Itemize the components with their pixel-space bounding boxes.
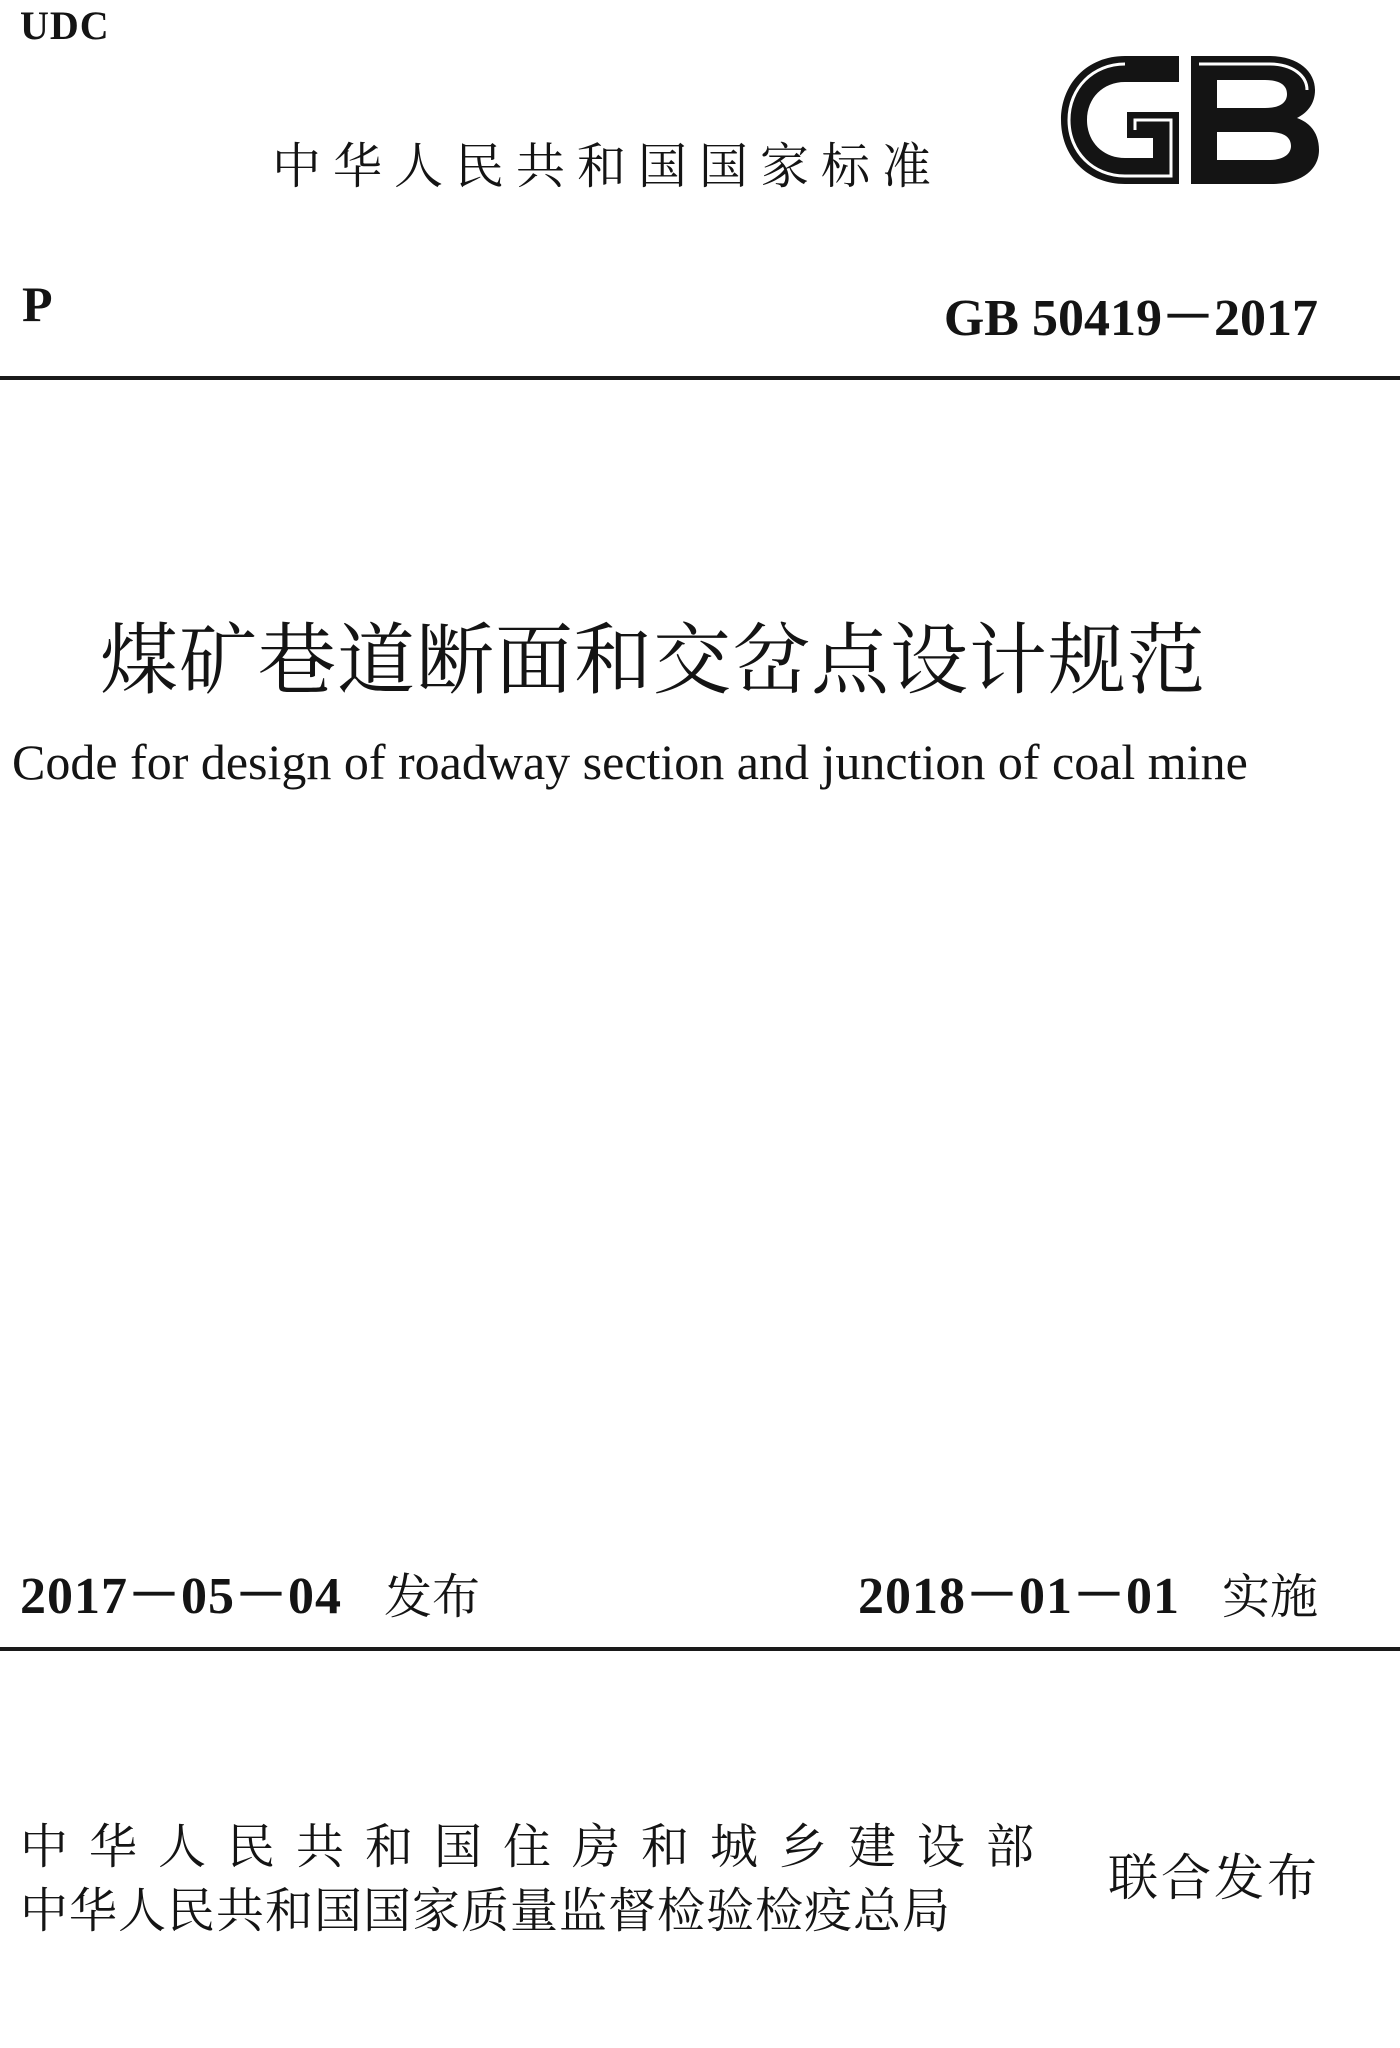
joint-issue-label: 联合发布 [1108,1849,1320,1907]
english-title: Code for design of roadway section and junction of coal mine [12,734,1248,790]
top-divider [0,376,1400,380]
issue-label: 发布 [384,1569,481,1625]
issuer-ministry-housing: 中华人民共和国住房和城乡建设部 [20,1819,1056,1875]
chinese-title: 煤矿巷道断面和交岔点设计规范 [100,616,1207,706]
implementation-date: 2018－01－01 [857,1568,1180,1625]
standard-number: GB 50419－2017 [943,290,1318,347]
issue-date: 2017－05－04 [20,1568,343,1625]
implementation-label: 实施 [1221,1569,1318,1625]
gb-logo-icon [1055,50,1323,190]
implementation-date-block [858,1553,1318,1628]
bottom-divider [0,1647,1400,1651]
udc-label: UDC [20,3,110,48]
issue-date-block [20,1553,480,1628]
issuer-quality-administration: 中华人民共和国国家质量监督检验检疫总局 [20,1883,952,1939]
category-code: P [22,276,53,332]
national-standard-heading: 中华人民共和国国家标准 [272,138,944,195]
